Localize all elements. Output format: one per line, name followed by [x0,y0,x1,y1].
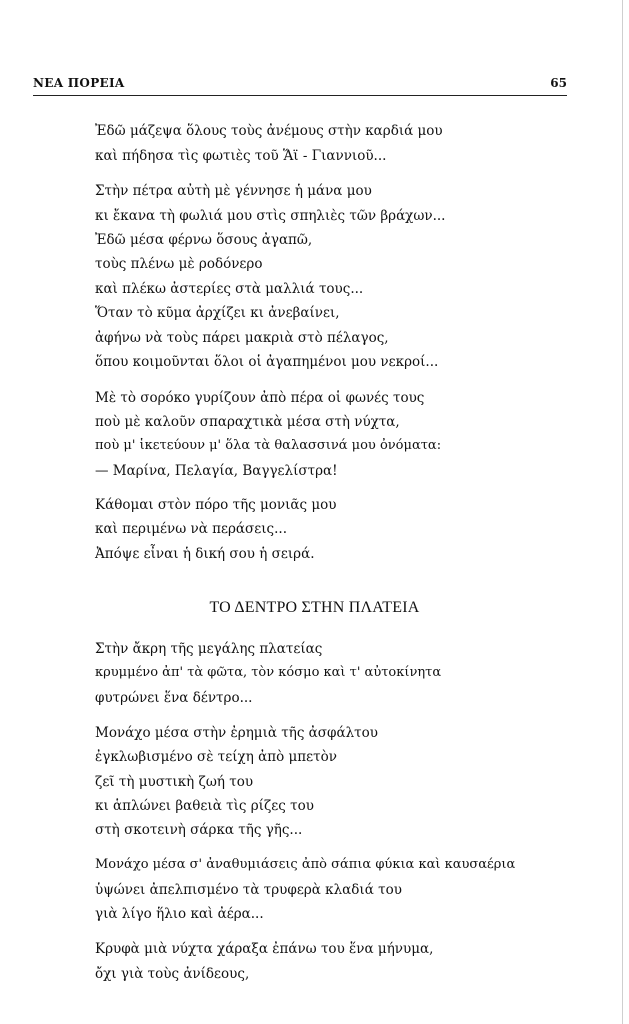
poem-line: στὴ σκοτεινὴ σάρκα τῆς γῆς... [95,822,303,838]
poem-line: ὅπου κοιμοῦνται ὅλοι οἱ ἀγαπημένοι μου νεκροί... [95,354,439,370]
poem-line: Ἐδῶ μέσα φέρνω ὅσους ἀγαπῶ, [95,232,313,248]
poem-line: Ἐδῶ μάζεψα ὅλους τοὺς ἀνέμους στὴν καρδιά μου [95,123,443,139]
page-number: 65 [550,76,567,90]
running-header [33,76,567,94]
poem-line: κρυμμένο ἀπ' τὰ φῶτα, τὸν κόσμο καὶ τ' αὐτοκίνητα [95,665,442,680]
poem-line: καὶ πήδησα τὶς φωτιὲς τοῦ Ἅϊ - Γιαννιοῦ... [95,148,387,164]
poem-line: κι ἔκανα τὴ φωλιά μου στὶς σπηλιὲς τῶν βράχων... [95,208,446,224]
poem-line: καὶ περιμένω νὰ περάσεις... [95,521,287,537]
poem-line: Μὲ τὸ σορόκο γυρίζουν ἀπὸ πέρα οἱ φωνές τους [95,390,425,406]
poem-line: γιὰ λίγο ἥλιο καὶ ἀέρα... [95,906,264,922]
poem-line: Ὅταν τὸ κῦμα ἀρχίζει κι ἀνεβαίνει, [95,305,340,321]
poem-title: ΤΟ ΔΕΝΤΡΟ ΣΤΗΝ ΠΛΑΤΕΙΑ [209,599,420,616]
poem-line: Ἀπόψε εἶναι ἡ δική σου ἡ σειρά. [95,546,315,562]
poem-line: Στὴν πέτρα αὐτὴ μὲ γέννησε ἡ μάνα μου [95,183,372,199]
header-rule [33,95,567,96]
poem-line: ἀφήνω νὰ τοὺς πάρει μακριὰ στὸ πέλαγος, [95,330,389,346]
poem-line: Μονάχο μέσα σ' ἀναθυμιάσεις ἀπὸ σάπια φύκια καὶ καυσαέρια [95,857,516,872]
poem-line: τοὺς πλένω μὲ ροδόνερο [95,256,263,272]
poem-line: ποὺ μ' ἱκετεύουν μ' ὅλα τὰ θαλασσινά μου ὀνόματα: [95,438,442,453]
poem-line: καὶ πλέκω ἀστερίες στὰ μαλλιά τους... [95,281,364,297]
journal-title: ΝΕΑ ΠΟΡΕΙΑ [33,76,125,90]
poem-line: κι ἁπλώνει βαθειὰ τὶς ρίζες του [95,798,314,814]
poem-line: ἐγκλωβισμένο σὲ τείχη ἀπὸ μπετὸν [95,749,337,765]
poem-line: φυτρώνει ἕνα δέντρο... [95,690,253,706]
poem-line: Μονάχο μέσα στὴν ἐρημιὰ τῆς ἀσφάλτου [95,725,378,741]
poem-line: Κρυφὰ μιὰ νύχτα χάραξα ἐπάνω του ἕνα μήνυμα, [95,941,434,957]
poem-line: ὄχι γιὰ τοὺς ἀνίδεους, [95,966,250,982]
poem-line: ποὺ μὲ καλοῦν σπαραχτικὰ μέσα στὴ νύχτα, [95,414,400,430]
poem-line: ζεῖ τὴ μυστικὴ ζωή του [95,774,254,790]
page-edge-line [622,0,623,1024]
poem-line: — Μαρίνα, Πελαγία, Βαγγελίστρα! [95,463,338,479]
poem-line: Στὴν ἄκρη τῆς μεγάλης πλατείας [95,641,323,657]
poem-line: Κάθομαι στὸν πόρο τῆς μονιᾶς μου [95,497,337,513]
poem-line: ὑψώνει ἀπελπισμένο τὰ τρυφερὰ κλαδιά του [95,882,402,898]
